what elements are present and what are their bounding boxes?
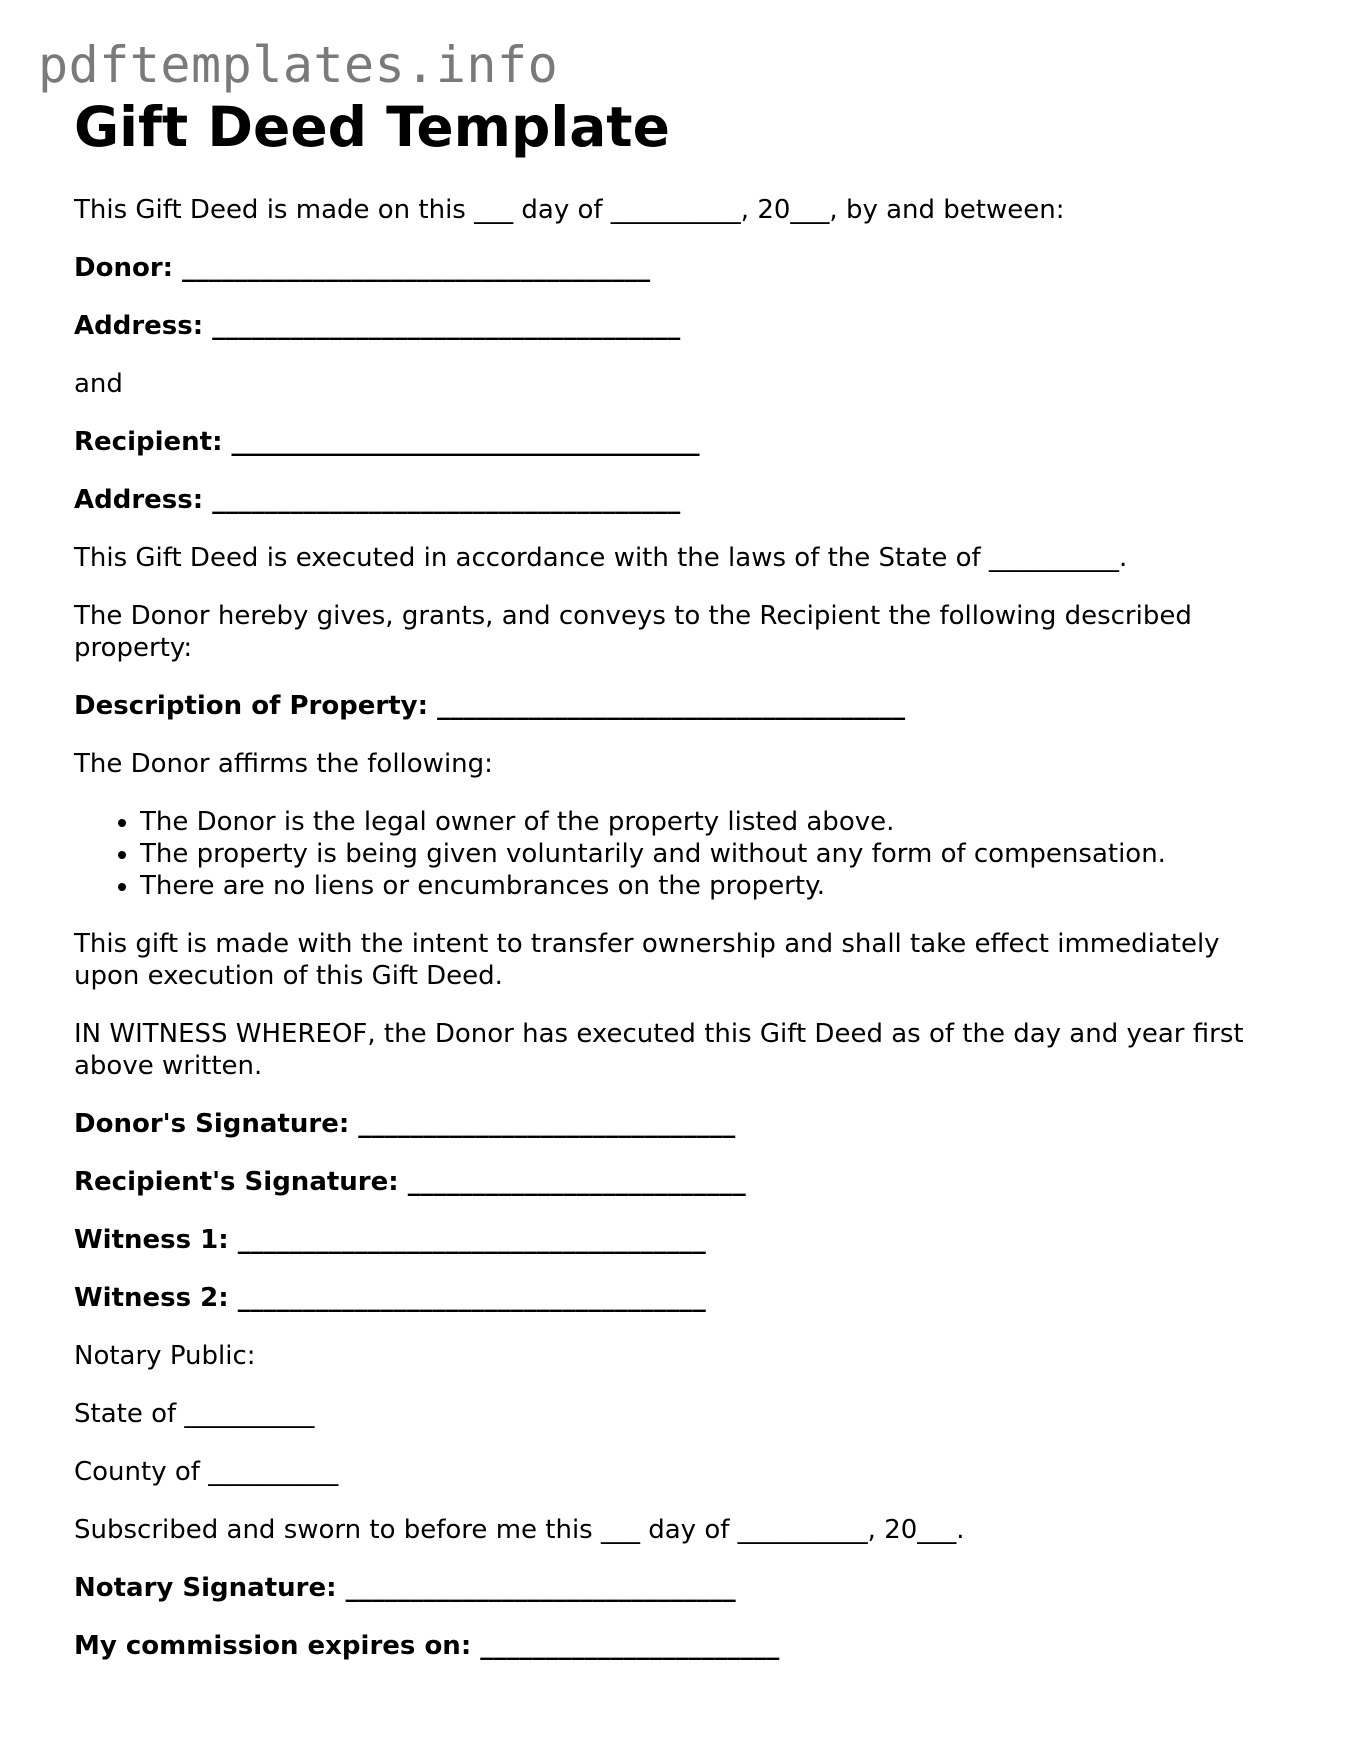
donor-field: [74, 252, 1284, 284]
recipient-signature-blank: __________________________: [407, 1167, 746, 1197]
donor-address-field: [74, 310, 1284, 342]
commission-expiry-label: My commission expires on:: [74, 1631, 472, 1661]
commission-expiry-blank: _______________________: [480, 1631, 780, 1661]
witness-2-label: Witness 2:: [74, 1283, 229, 1313]
and-text: and: [74, 369, 123, 399]
list-item: • The property is being given voluntarily and without any form of compensation.: [140, 838, 1284, 870]
recipient-address-blank: ____________________________________: [212, 485, 681, 515]
subscribed-line: Subscribed and sworn to before me this ___ day of __________, 20___.: [74, 1515, 965, 1545]
donor-signature-label: Donor's Signature:: [74, 1109, 350, 1139]
donor-address-blank: ____________________________________: [212, 311, 681, 341]
list-item: • There are no liens or encumbrances on the property.: [140, 870, 1284, 902]
recipient-field: [74, 426, 1284, 458]
affirmation-list: [74, 806, 1284, 902]
intent-paragraph: This gift is made with the intent to transfer ownership and shall take effect immediately upon execution of this Gift Deed.: [74, 929, 1220, 991]
witness-2-blank: ____________________________________: [237, 1283, 706, 1313]
notary-signature-label: Notary Signature:: [74, 1573, 337, 1603]
state-of-line: State of __________: [74, 1399, 315, 1429]
recipient-address-label: Address:: [74, 485, 204, 515]
donor-blank: ____________________________________: [182, 253, 651, 283]
conveyance-paragraph: The Donor hereby gives, grants, and conveys to the Recipient the following described property:: [74, 601, 1192, 663]
witness-2-field: [74, 1282, 1284, 1314]
law-clause: This Gift Deed is executed in accordance with the laws of the State of __________.: [74, 543, 1128, 573]
property-description-blank: ____________________________________: [437, 691, 906, 721]
donor-address-label: Address:: [74, 311, 204, 341]
county-of-line: County of __________: [74, 1457, 339, 1487]
witness-1-label: Witness 1:: [74, 1225, 229, 1255]
document-body: [74, 96, 1284, 1688]
witness-1-blank: ____________________________________: [237, 1225, 706, 1255]
intro-paragraph: This Gift Deed is made on this ___ day of __________, 20___, by and between:: [74, 195, 1065, 225]
notary-signature-blank: ______________________________: [345, 1573, 736, 1603]
commission-expiry-field: [74, 1630, 1284, 1662]
property-description-field: [74, 690, 1284, 722]
notary-public-heading: Notary Public:: [74, 1341, 256, 1371]
recipient-label: Recipient:: [74, 427, 223, 457]
recipient-signature-field: [74, 1166, 1284, 1198]
donor-signature-field: [74, 1108, 1284, 1140]
property-description-label: Description of Property:: [74, 691, 429, 721]
donor-label: Donor:: [74, 253, 174, 283]
donor-signature-blank: _____________________________: [358, 1109, 736, 1139]
affirmation-intro: The Donor affirms the following:: [74, 749, 493, 779]
recipient-signature-label: Recipient's Signature:: [74, 1167, 399, 1197]
witness-clause: IN WITNESS WHEREOF, the Donor has executed this Gift Deed as of the day and year first above written.: [74, 1019, 1244, 1081]
recipient-blank: ____________________________________: [231, 427, 700, 457]
recipient-address-field: [74, 484, 1284, 516]
witness-1-field: [74, 1224, 1284, 1256]
document-title: Gift Deed Template: [74, 95, 670, 159]
watermark: pdftemplates.info: [38, 36, 559, 94]
list-item: • The Donor is the legal owner of the property listed above.: [140, 806, 1284, 838]
notary-signature-field: [74, 1572, 1284, 1604]
